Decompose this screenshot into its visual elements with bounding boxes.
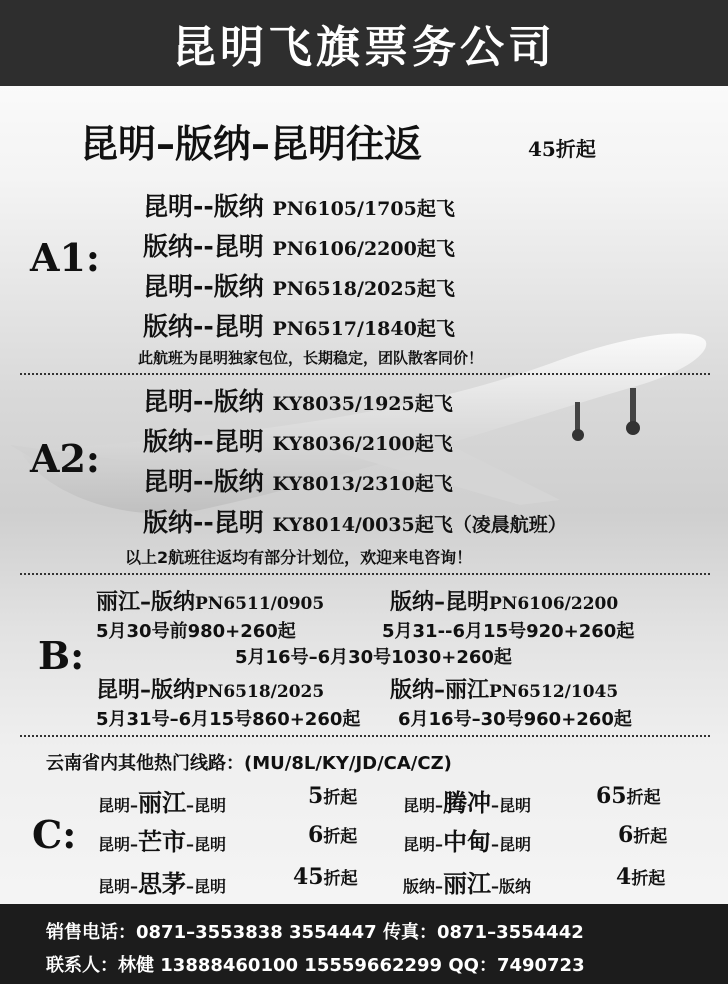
c-discount: 65折起 [596,783,661,809]
section-a1-label: A1: [30,235,100,280]
b-row-4-right: 版纳–丽江PN6512/1045 [390,678,619,703]
company-name: 昆明飞旗票务公司 [172,22,556,73]
contact-footer [0,904,728,984]
contact-person: 联系人：林健 13888460100 15559662299 QQ：7490723 [46,955,585,976]
b-row-4-left: 昆明–版纳PN6518/2025 [96,678,325,703]
divider [20,573,710,575]
a2-note: 以上2航班往返均有部分计划位，欢迎来电咨询！ [125,548,473,567]
a2-route-4: 版纳--昆明 KY8014/0035起飞（凌晨航班） [143,508,567,537]
company-header [0,0,728,86]
main-title: 昆明–版纳–昆明往返 [80,122,423,166]
a1-route-1: 昆明--版纳 PN6105/1705起飞 [143,192,455,221]
c-discount: 6折起 [618,822,668,848]
c-route: 昆明–思茅–昆明 [98,869,227,898]
c-discount: 45折起 [293,864,358,890]
c-route: 版纳–丽江–版纳 [403,869,532,898]
section-c-label: C: [32,812,77,857]
c-route: 昆明–中甸–昆明 [403,827,532,856]
a1-route-2: 版纳--昆明 PN6106/2200起飞 [143,232,455,261]
c-discount: 6折起 [308,822,358,848]
a2-route-3: 昆明--版纳 KY8013/2310起飞 [143,467,453,496]
c-heading: 云南省内其他热门线路：(MU/8L/KY/JD/CA/CZ) [46,753,452,774]
a2-route-2: 版纳--昆明 KY8036/2100起飞 [143,427,453,456]
b-row-3: 5月16号–6月30号1030+260起 [235,647,512,668]
b-row-1-right: 版纳–昆明PN6106/2200 [390,590,619,615]
a1-route-3: 昆明--版纳 PN6518/2025起飞 [143,272,455,301]
divider [20,735,710,737]
b-row-2-left: 5月30号前980+260起 [96,621,296,642]
a1-note: 此航班为昆明独家包位，长期稳定，团队散客同价！ [138,349,484,367]
c-route: 昆明–丽江–昆明 [98,788,227,817]
c-route: 昆明–芒市–昆明 [98,827,227,856]
section-a2-label: A2: [30,436,100,481]
c-discount: 4折起 [616,864,666,890]
b-row-5-right: 6月16号–30号960+260起 [398,709,632,730]
divider [20,373,710,375]
b-row-5-left: 5月31号–6月15号860+260起 [96,709,361,730]
c-route: 昆明–腾冲–昆明 [403,788,532,817]
b-row-2-right: 5月31--6月15号920+260起 [382,621,635,642]
section-b-label: B: [38,633,85,678]
c-discount: 5折起 [308,783,358,809]
title-discount: 45折起 [528,137,596,161]
a1-route-4: 版纳--昆明 PN6517/1840起飞 [143,312,455,341]
b-row-1-left: 丽江–版纳PN6511/0905 [96,590,325,615]
a2-route-1: 昆明--版纳 KY8035/1925起飞 [143,387,453,416]
sales-phone: 销售电话：0871–3553838 3554447 传真：0871–3554442 [46,922,584,943]
